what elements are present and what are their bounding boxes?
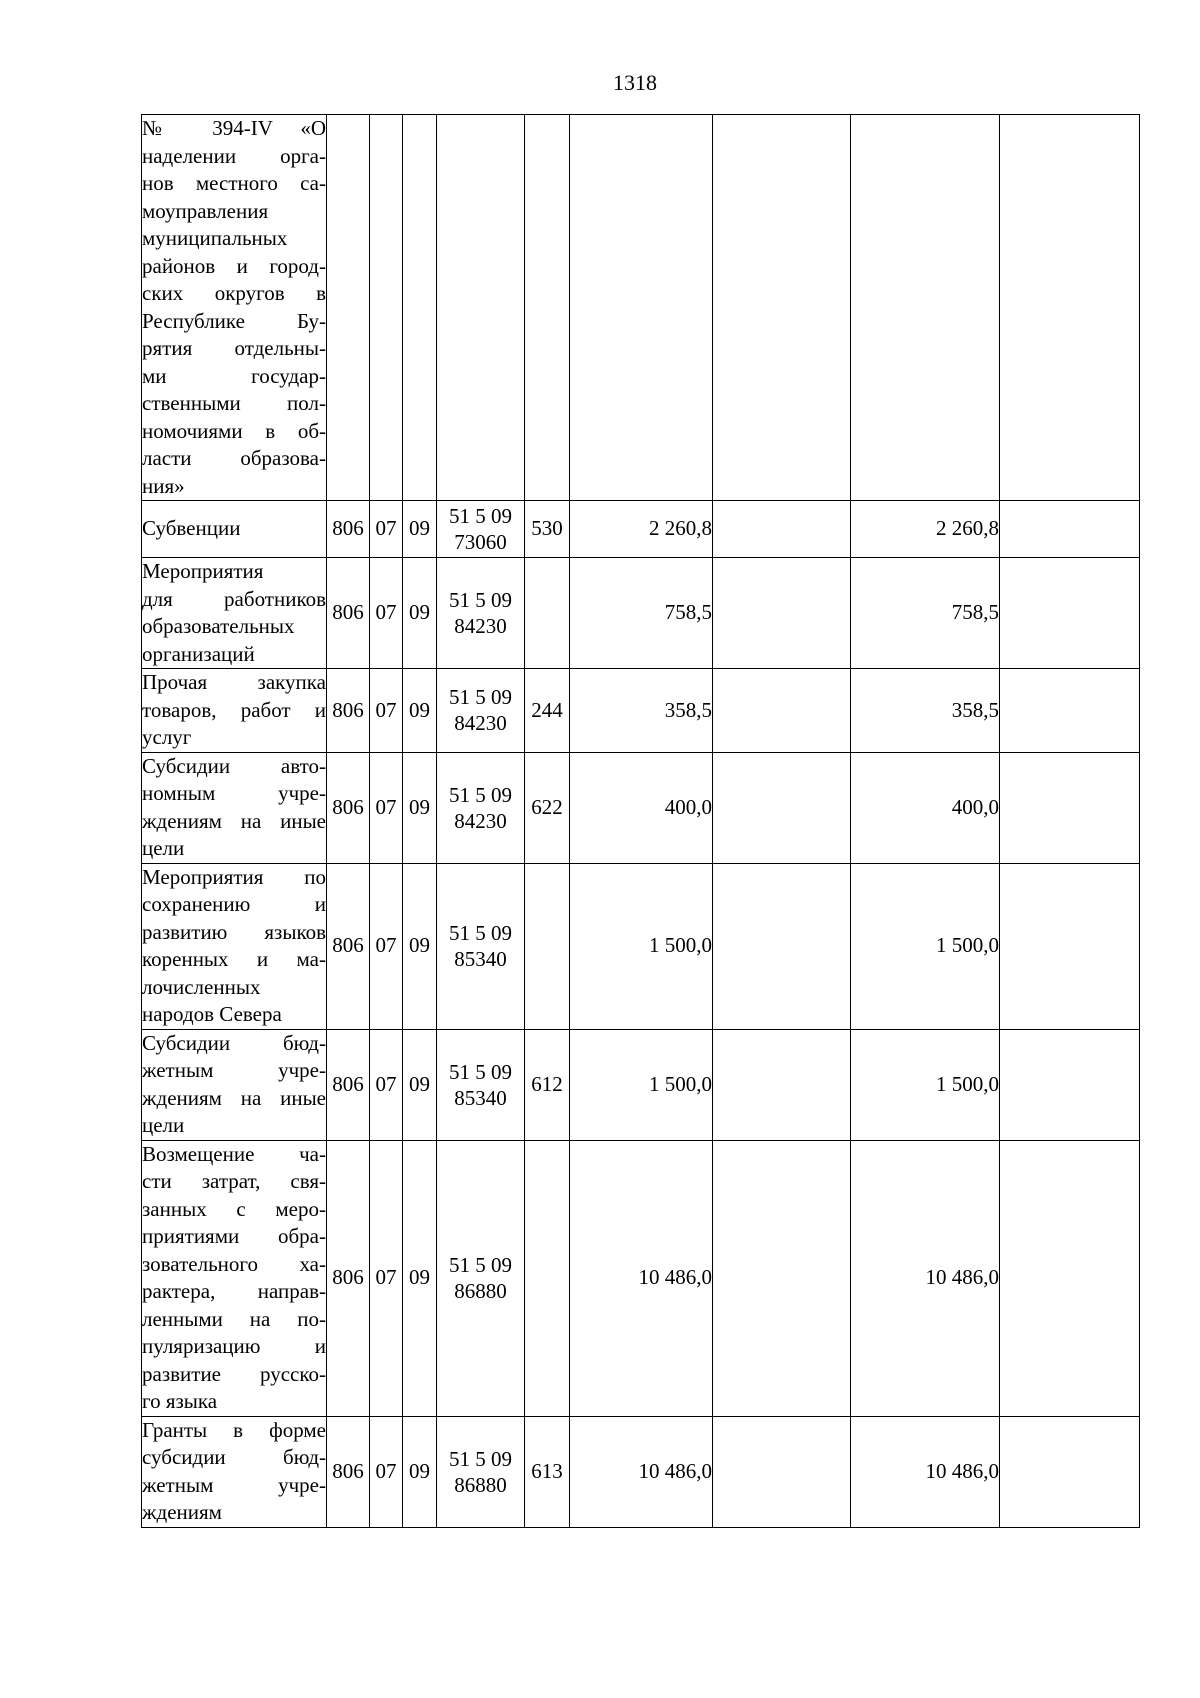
page-number: 1318 xyxy=(613,70,657,95)
cell-name-line: моуправления xyxy=(142,198,269,223)
cell-name xyxy=(142,501,327,558)
table-row xyxy=(142,752,1140,863)
cell-name-line: субсидии бюд- xyxy=(142,1445,326,1469)
target-article-line: 51 5 09 xyxy=(449,1059,512,1084)
cell-amount-2 xyxy=(713,501,851,558)
cell-amount-1: 1 500,0 xyxy=(570,1029,713,1140)
cell-grbs: 806 xyxy=(327,558,370,669)
cell-target-article xyxy=(437,752,525,863)
cell-amount-3: 10 486,0 xyxy=(851,1416,1000,1527)
target-article-line: 86880 xyxy=(454,1472,507,1497)
cell-name-line: жетным учре- xyxy=(142,1472,326,1497)
cell-target-article xyxy=(437,669,525,753)
cell-name-line: Возмещение ча- xyxy=(142,1141,326,1166)
cell-section: 07 xyxy=(370,1416,403,1527)
table-row xyxy=(142,863,1140,1029)
cell-name-line: цели xyxy=(142,836,185,860)
cell-expense-type xyxy=(525,558,570,669)
cell-amount-4 xyxy=(1000,115,1140,501)
cell-target-article xyxy=(437,115,525,501)
cell-section: 07 xyxy=(370,1029,403,1140)
cell-name-line: народов Севера xyxy=(142,1002,282,1026)
cell-amount-2 xyxy=(713,1029,851,1140)
table-row xyxy=(142,501,1140,558)
cell-name-line: развитие русско- xyxy=(142,1361,326,1386)
cell-target-article xyxy=(437,1029,525,1140)
cell-subsection: 09 xyxy=(403,1416,437,1527)
cell-amount-2 xyxy=(713,558,851,669)
cell-name-line: го языка xyxy=(142,1389,218,1413)
cell-expense-type: 622 xyxy=(525,752,570,863)
cell-name-line: ских округов в xyxy=(142,281,326,305)
cell-name xyxy=(142,752,327,863)
target-article-line: 51 5 09 xyxy=(449,504,512,528)
cell-amount-3: 400,0 xyxy=(851,752,1000,863)
cell-amount-3: 1 500,0 xyxy=(851,1029,1000,1140)
cell-name-line: Прочая закупка xyxy=(142,670,326,694)
cell-name-line: нов местного са- xyxy=(142,171,326,195)
cell-name-line: сти затрат, свя- xyxy=(142,1169,326,1193)
cell-name xyxy=(142,115,327,501)
cell-subsection: 09 xyxy=(403,669,437,753)
target-article-line: 51 5 09 xyxy=(449,1446,512,1471)
cell-name-line: ми государ- xyxy=(142,363,326,388)
cell-name-line: развитию языков xyxy=(142,919,326,944)
cell-amount-4 xyxy=(1000,669,1140,753)
cell-amount-3: 358,5 xyxy=(851,669,1000,753)
cell-grbs: 806 xyxy=(327,863,370,1029)
table-row xyxy=(142,558,1140,669)
cell-name-line: Мероприятия xyxy=(142,559,264,583)
budget-table-body xyxy=(142,115,1140,1528)
target-article-line: 73060 xyxy=(454,530,507,554)
table-row xyxy=(142,1416,1140,1527)
cell-expense-type xyxy=(525,115,570,501)
cell-section xyxy=(370,115,403,501)
cell-name-line: рятия отдельны- xyxy=(142,336,326,360)
cell-subsection: 09 xyxy=(403,752,437,863)
cell-name-line: районов и город- xyxy=(142,253,326,278)
target-article-line: 51 5 09 xyxy=(449,685,512,710)
cell-target-article xyxy=(437,1416,525,1527)
target-article-line: 84230 xyxy=(454,614,507,638)
cell-amount-1 xyxy=(570,115,713,501)
target-article-line: 85340 xyxy=(454,1085,507,1110)
cell-amount-3: 2 260,8 xyxy=(851,501,1000,558)
cell-amount-2 xyxy=(713,115,851,501)
cell-name-line: номным учре- xyxy=(142,781,326,805)
cell-amount-4 xyxy=(1000,863,1140,1029)
cell-subsection xyxy=(403,115,437,501)
cell-amount-4 xyxy=(1000,1416,1140,1527)
cell-amount-2 xyxy=(713,863,851,1029)
target-article-line: 51 5 09 xyxy=(449,921,512,945)
cell-expense-type: 244 xyxy=(525,669,570,753)
cell-amount-3: 1 500,0 xyxy=(851,863,1000,1029)
cell-amount-2 xyxy=(713,752,851,863)
cell-section: 07 xyxy=(370,501,403,558)
table-row xyxy=(142,115,1140,501)
cell-subsection: 09 xyxy=(403,863,437,1029)
cell-section: 07 xyxy=(370,752,403,863)
cell-section: 07 xyxy=(370,558,403,669)
cell-name-line: Субсидии авто- xyxy=(142,753,326,778)
cell-amount-3: 758,5 xyxy=(851,558,1000,669)
cell-target-article xyxy=(437,501,525,558)
cell-amount-4 xyxy=(1000,1029,1140,1140)
cell-amount-4 xyxy=(1000,752,1140,863)
cell-name xyxy=(142,669,327,753)
cell-name-line: зовательного ха- xyxy=(142,1251,326,1276)
cell-name xyxy=(142,863,327,1029)
cell-name-line: услуг xyxy=(142,725,192,749)
cell-name-line: приятиями обра- xyxy=(142,1224,326,1248)
cell-amount-4 xyxy=(1000,1140,1140,1416)
target-article-line: 51 5 09 xyxy=(449,1253,512,1277)
cell-name-line: Субсидии бюд- xyxy=(142,1030,326,1055)
cell-name-line: цели xyxy=(142,1113,185,1137)
target-article-line: 85340 xyxy=(454,947,507,971)
target-article-line: 84230 xyxy=(454,711,507,736)
cell-name-line: пуляризацию и xyxy=(142,1334,326,1358)
target-article-line: 86880 xyxy=(454,1279,507,1303)
cell-grbs: 806 xyxy=(327,752,370,863)
cell-name-line: ждениям на иные xyxy=(142,808,326,833)
cell-name-line: образовательных xyxy=(142,614,295,638)
budget-table xyxy=(141,114,1140,1528)
cell-amount-1: 400,0 xyxy=(570,752,713,863)
cell-target-article xyxy=(437,558,525,669)
cell-amount-1: 2 260,8 xyxy=(570,501,713,558)
cell-amount-1: 10 486,0 xyxy=(570,1140,713,1416)
cell-amount-2 xyxy=(713,1140,851,1416)
cell-subsection: 09 xyxy=(403,1140,437,1416)
cell-name-line: товаров, работ и xyxy=(142,697,326,722)
cell-name-line: ственными пол- xyxy=(142,391,326,415)
cell-grbs xyxy=(327,115,370,501)
cell-grbs: 806 xyxy=(327,1029,370,1140)
cell-name-line: сохранению и xyxy=(142,892,326,916)
cell-amount-2 xyxy=(713,669,851,753)
cell-amount-3 xyxy=(851,115,1000,501)
cell-name xyxy=(142,558,327,669)
cell-name-line: Мероприятия по xyxy=(142,864,326,889)
cell-name-line: коренных и ма- xyxy=(142,947,326,971)
cell-expense-type: 612 xyxy=(525,1029,570,1140)
table-row xyxy=(142,1140,1140,1416)
cell-expense-type xyxy=(525,1140,570,1416)
cell-expense-type: 613 xyxy=(525,1416,570,1527)
cell-section: 07 xyxy=(370,863,403,1029)
target-article-line: 51 5 09 xyxy=(449,588,512,612)
cell-target-article xyxy=(437,1140,525,1416)
cell-name-line: ждениям на иные xyxy=(142,1085,326,1110)
cell-name-line: ния» xyxy=(142,473,185,498)
cell-grbs: 806 xyxy=(327,1416,370,1527)
cell-name xyxy=(142,1416,327,1527)
cell-expense-type xyxy=(525,863,570,1029)
cell-name-line: ждениям xyxy=(142,1500,222,1524)
cell-name-line: № 394-IV «О xyxy=(142,116,326,140)
cell-name-line: занных с меро- xyxy=(142,1196,326,1221)
cell-name-line: ласти образова- xyxy=(142,446,326,470)
cell-name-line: рактера, направ- xyxy=(142,1279,326,1303)
cell-name-line: жетным учре- xyxy=(142,1058,326,1082)
cell-subsection: 09 xyxy=(403,1029,437,1140)
cell-grbs: 806 xyxy=(327,501,370,558)
cell-name-line: для работников xyxy=(142,586,326,611)
table-row xyxy=(142,669,1140,753)
target-article-line: 51 5 09 xyxy=(449,782,512,807)
cell-name-line: Республике Бу- xyxy=(142,308,326,333)
cell-name-line: лочисленных xyxy=(142,974,261,999)
cell-section: 07 xyxy=(370,1140,403,1416)
cell-name-line: ленными на по- xyxy=(142,1306,326,1331)
cell-subsection: 09 xyxy=(403,558,437,669)
cell-amount-1: 10 486,0 xyxy=(570,1416,713,1527)
cell-amount-2 xyxy=(713,1416,851,1527)
cell-amount-1: 758,5 xyxy=(570,558,713,669)
cell-amount-1: 1 500,0 xyxy=(570,863,713,1029)
cell-grbs: 806 xyxy=(327,1140,370,1416)
target-article-line: 84230 xyxy=(454,808,507,833)
cell-name-line: Гранты в форме xyxy=(142,1417,326,1442)
cell-section: 07 xyxy=(370,669,403,753)
cell-name-line: номочиями в об- xyxy=(142,418,326,443)
cell-name-line: Субвенции xyxy=(142,516,241,541)
cell-amount-4 xyxy=(1000,558,1140,669)
cell-name-line: муниципальных xyxy=(142,226,288,250)
cell-amount-4 xyxy=(1000,501,1140,558)
cell-expense-type: 530 xyxy=(525,501,570,558)
cell-amount-1: 358,5 xyxy=(570,669,713,753)
cell-name-line: организаций xyxy=(142,641,255,666)
cell-amount-3: 10 486,0 xyxy=(851,1140,1000,1416)
cell-name xyxy=(142,1140,327,1416)
cell-name-line: наделении орга- xyxy=(142,143,326,168)
cell-subsection: 09 xyxy=(403,501,437,558)
cell-name xyxy=(142,1029,327,1140)
cell-target-article xyxy=(437,863,525,1029)
table-row xyxy=(142,1029,1140,1140)
cell-grbs: 806 xyxy=(327,669,370,753)
